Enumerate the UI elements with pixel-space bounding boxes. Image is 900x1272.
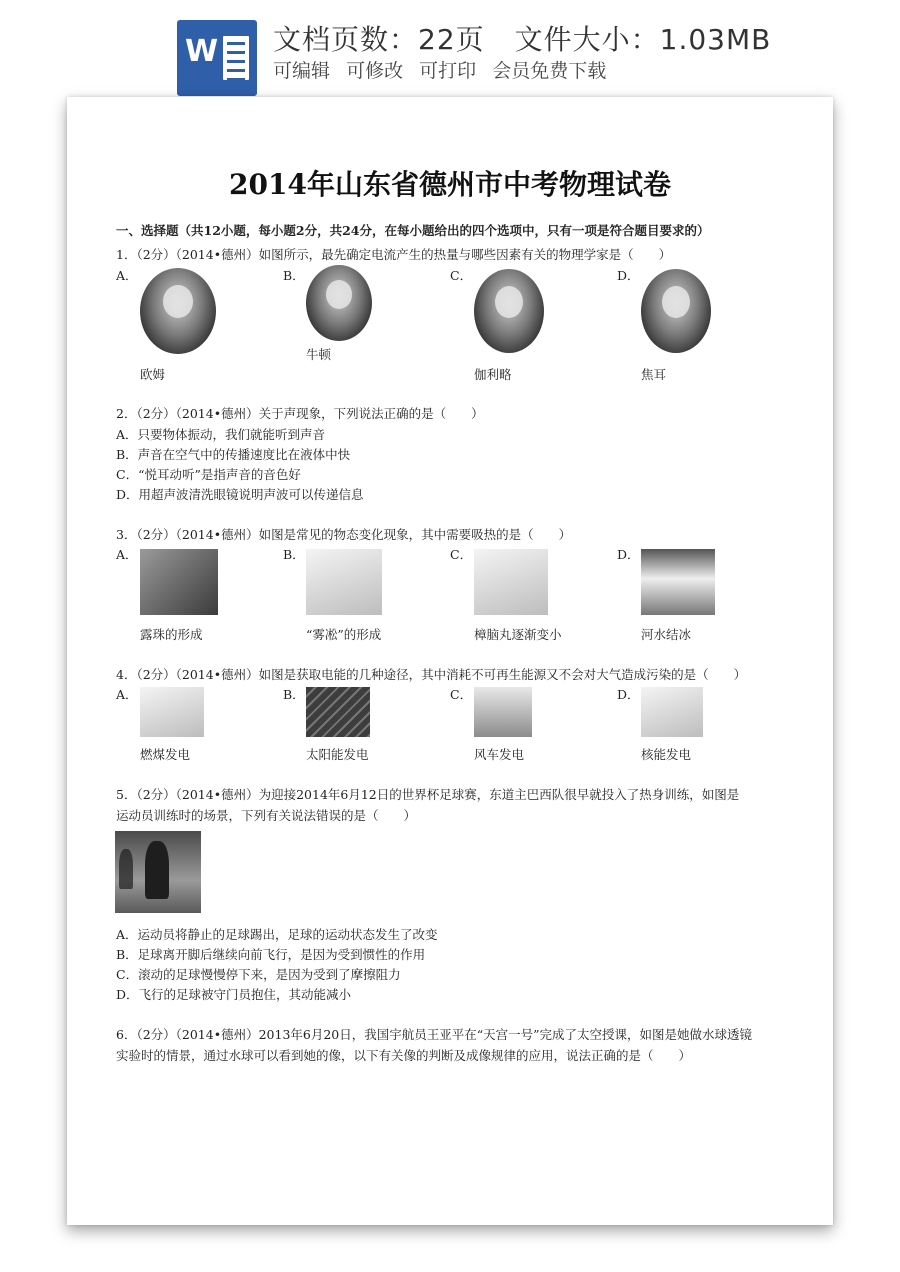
q4-option-b-letter: B． [283,687,305,702]
newton-portrait [306,265,372,341]
wind-turbine-photo [474,687,532,737]
q4-option-c-letter: C． [450,687,473,702]
q2-option-c: C．“悦耳动听”是指声音的音色好 [116,467,301,482]
question-3-stem: 3．（2分）（2014•德州）如图是常见的物态变化现象，其中需要吸热的是（ ） [116,527,572,542]
q2-option-b: B．声音在空气中的传播速度比在液体中快 [116,447,351,462]
question-4-stem: 4．（2分）（2014•德州）如图是获取电能的几种途径，其中消耗不可再生能源又不会对大气造成污染的是（ ） [116,667,747,682]
nuclear-plant-photo [641,687,703,737]
download-banner [0,0,900,100]
document-title: 2014年山东省德州市中考物理试卷 [229,168,671,201]
q5-option-d: D．飞行的足球被守门员抱住，其动能减小 [116,987,352,1002]
coal-plant-photo [140,687,204,737]
solar-panel-photo [306,687,370,737]
rime-photo [306,549,382,615]
q3-caption-c: 樟脑丸逐渐变小 [474,627,562,642]
page-count: 文档页数：22页 [273,23,485,56]
q3-option-b-letter: B． [283,547,305,562]
word-document-icon: W [177,20,257,96]
q3-caption-b: “雾凇”的形成 [306,627,382,642]
frozen-river-photo [641,549,715,615]
feature-member-download: 会员免费下载 [492,60,607,82]
file-size: 文件大小：1.03MB [514,23,772,56]
q5-option-c: C．滚动的足球慢慢停下来，是因为受到了摩擦阻力 [116,967,401,982]
q4-caption-a: 燃煤发电 [140,747,191,762]
question-6-stem-line-1: 6．（2分）（2014•德州）2013年6月20日，我国宇航员王亚平在“天宫一号”完成了太空授课，如图是她做水球透镜 [116,1027,753,1042]
q4-caption-b: 太阳能发电 [306,747,369,762]
q4-option-d-letter: D． [617,687,640,702]
q5-option-b: B．足球离开脚后继续向前飞行，是因为受到惯性的作用 [116,947,426,962]
document-page [67,97,833,1225]
question-6-stem-line-2: 实验时的情景，通过水球可以看到她的像，以下有关像的判断及成像规律的应用，说法正确的是（ ） [116,1048,692,1063]
feature-editable: 可编辑 [273,60,331,82]
feature-list [273,56,606,83]
q1-caption-a: 欧姆 [140,367,166,382]
ohm-portrait [140,268,216,354]
mothball-photo [474,549,548,615]
q1-option-a-letter: A． [116,268,138,283]
file-info [273,18,771,58]
question-5-stem-line-2: 运动员训练时的场景，下列有关说法错误的是（ ） [116,808,417,823]
q4-caption-c: 风车发电 [474,747,525,762]
q2-option-a: A．只要物体振动，我们就能听到声音 [116,427,326,442]
q3-caption-a: 露珠的形成 [140,627,203,642]
q5-option-a: A．运动员将静止的足球踢出，足球的运动状态发生了改变 [116,927,438,942]
q1-option-b-letter: B． [283,268,305,283]
feature-printable: 可打印 [419,60,477,82]
q2-option-d: D．用超声波清洗眼镜说明声波可以传递信息 [116,487,364,502]
q1-option-c-letter: C． [450,268,473,283]
q1-caption-d: 焦耳 [641,367,667,382]
q3-option-d-letter: D． [617,547,640,562]
soccer-training-photo [115,831,201,913]
joule-portrait [641,269,711,353]
q3-caption-d: 河水结冰 [641,627,692,642]
question-2-stem: 2．（2分）（2014•德州）关于声现象，下列说法正确的是（ ） [116,406,484,421]
galileo-portrait [474,269,544,353]
q3-option-c-letter: C． [450,547,473,562]
q1-caption-c: 伽利略 [474,367,512,382]
section-heading: 一、选择题（共12小题，每小题2分，共24分，在每小题给出的四个选项中，只有一项是符合题目要求的） [116,223,710,238]
q1-caption-b: 牛顿 [306,347,332,362]
q1-option-d-letter: D． [617,268,640,283]
q4-caption-d: 核能发电 [641,747,692,762]
q4-option-a-letter: A． [116,687,138,702]
dew-photo [140,549,218,615]
question-1-stem: 1．（2分）（2014•德州）如图所示，最先确定电流产生的热量与哪些因素有关的物理学家是（ ） [116,247,672,262]
q3-option-a-letter: A． [116,547,138,562]
question-5-stem-line-1: 5．（2分）（2014•德州）为迎接2014年6月12日的世界杯足球赛，东道主巴西队很早就投入了热身训练，如图是 [116,787,740,802]
feature-modifiable: 可修改 [346,60,404,82]
